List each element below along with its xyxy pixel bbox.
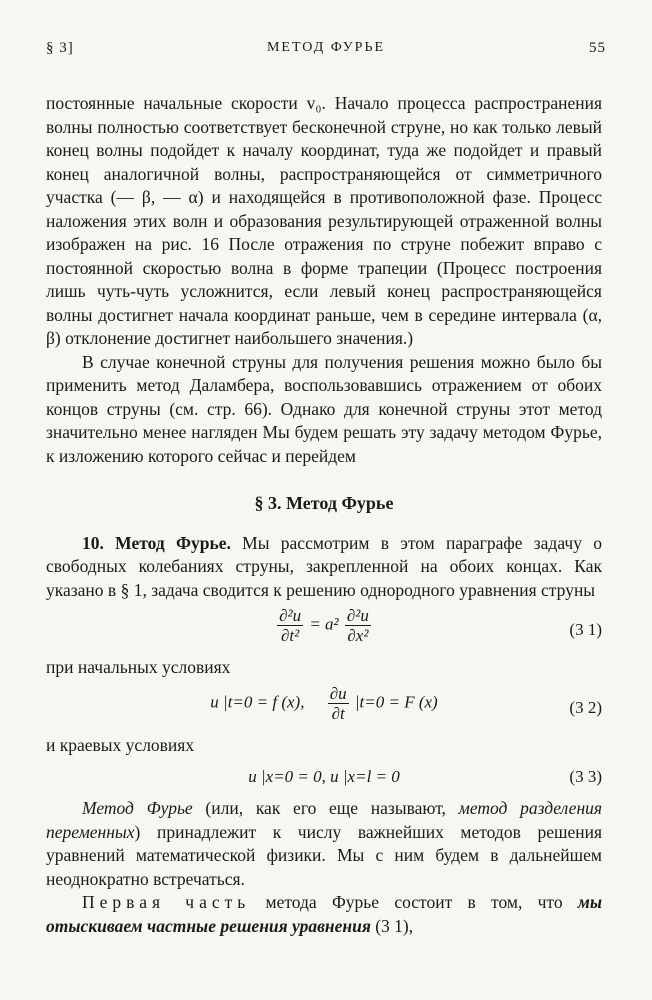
eq3-number: (3 3) bbox=[569, 767, 602, 786]
subsection-heading: 10. Метод Фурье. bbox=[82, 532, 231, 553]
eq1-rhs-den: ∂x² bbox=[347, 626, 369, 645]
paragraph-3 bbox=[46, 532, 602, 603]
equation-3-3 bbox=[46, 761, 602, 795]
paragraph-3-text: Мы рассмотрим в этом параграфе задачу о свободных колебаниях струны, закрепленной на обоих концах. Как указано в § 1, задача сводится к решению однородного уравнения струны bbox=[46, 532, 602, 600]
eq1-lhs-den: ∂t² bbox=[280, 626, 300, 645]
paragraph-4-text-a: (или, как его еще называют, bbox=[192, 798, 459, 818]
paragraph-4-text-b: ) принадлежит к числу важнейших методов решения уравнений математической физики. Мы с ним будем в дальнейшем неоднократно встречаться. bbox=[46, 821, 602, 889]
eq1-rhs-num: ∂²u bbox=[346, 606, 369, 625]
spaced-first-part: Первая часть bbox=[82, 892, 251, 912]
eq2-number: (3 2) bbox=[569, 697, 602, 717]
eq2-d-den: ∂t bbox=[331, 703, 345, 723]
emphasis-particular-solutions: мы отыскиваем частные решения уравнения bbox=[46, 892, 602, 936]
paragraph-4 bbox=[46, 797, 602, 891]
paragraph-5 bbox=[46, 891, 602, 938]
eq2-d-num: ∂u bbox=[329, 683, 347, 703]
term-separation-variables: метод разделения переменных bbox=[46, 798, 603, 842]
text-initial-conditions: при начальных условиях bbox=[46, 657, 231, 677]
term-fourier-method: Метод Фурье bbox=[82, 798, 193, 818]
text-boundary-conditions: и краевых условиях bbox=[46, 734, 195, 755]
eq1-lhs-num: ∂²u bbox=[279, 606, 302, 625]
page-body bbox=[46, 92, 602, 938]
eq3-formula: u |x=0 = 0, u |x=l = 0 bbox=[248, 767, 400, 786]
equation-3-1 bbox=[46, 606, 602, 654]
paragraph-1: постоянные начальные скорости v₀. Начало процесса распространения волны полностью соответствует бесконечной струне, но как только левый конец волны подойдет к началу координат, туда же подойдет и правый конец аналогичной волны, распространяющейся от симметричного участка (— β, — α) и находящейся в противоположной фазе. Процесс наложения этих волн и образования результирующей отраженной волны изображен на рис. 16 После отражения по струне побежит вправо с постоянной скоростью волна в форме трапеции (Процесс построения лишь чуть-чуть усложнится, если левый конец распространяющейся волны достигнет начала координат раньше, чем в середине интервала (α, β) отклонение достигнет наибольшего значения.) bbox=[46, 93, 602, 348]
running-title: МЕТОД ФУРЬЕ bbox=[266, 40, 386, 55]
paragraph-5-text-a: метода Фурье состоит в том, что bbox=[250, 892, 578, 912]
page-number: 55 bbox=[589, 40, 606, 56]
section-ref: § 3] bbox=[46, 40, 74, 56]
eq2-left: u |t=0 = f (x), bbox=[210, 691, 305, 711]
paragraph-2: В случае конечной струны для получения решения можно было бы применить метод Даламбера, воспользовавшись отражением от обоих концов струны (см. стр. 66). Однако для конечной струны этот метод значительно менее нагляден Мы будем решать эту задачу методом Фурье, к изложению которого сейчас и перейдем bbox=[46, 351, 602, 466]
eq1-number: (3 1) bbox=[569, 620, 602, 639]
equation-3-2 bbox=[46, 684, 602, 732]
section-heading: § 3. Метод Фурье bbox=[254, 493, 394, 513]
paragraph-5-text-b: (3 1), bbox=[370, 915, 414, 936]
eq2-right: |t=0 = F (x) bbox=[354, 691, 438, 711]
eq1-mid: = a² bbox=[309, 614, 339, 634]
